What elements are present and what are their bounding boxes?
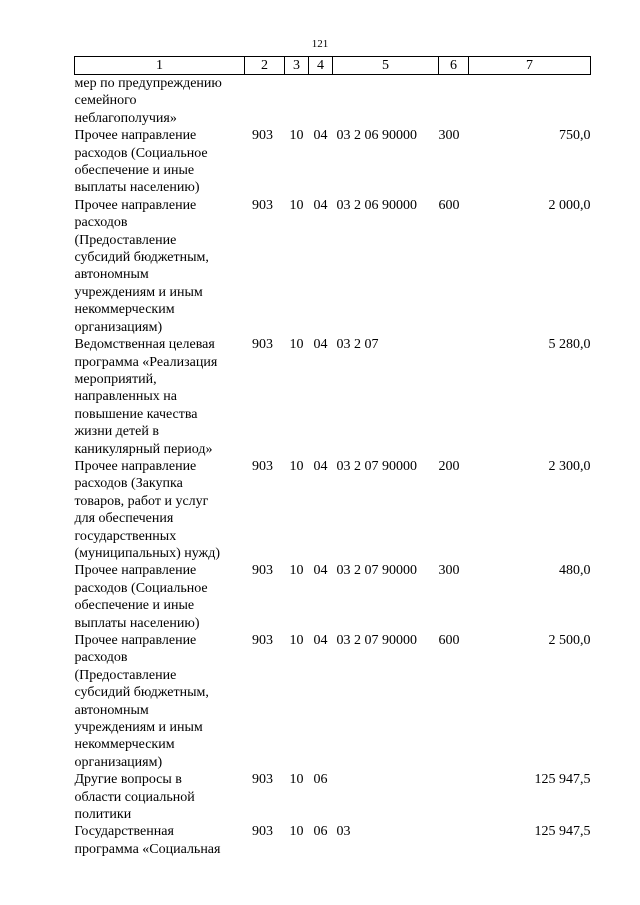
target-article-cell: 03 2 07 90000 (336, 563, 417, 579)
item-name-line: программа «Социальная (74, 841, 221, 857)
item-name-cell (75, 823, 245, 858)
expense-type-cell: 300 (438, 563, 460, 579)
target-article-cell: 03 2 06 90000 (336, 197, 417, 213)
section-cell: 10 (289, 337, 304, 353)
target-article-cell: 03 2 07 90000 (336, 633, 417, 648)
table-header-row (75, 57, 591, 75)
item-name-line: Прочее направление (74, 633, 197, 648)
item-name-cell (75, 127, 245, 197)
admin-code-cell: 903 (252, 128, 273, 144)
item-name-line: автономным (74, 702, 149, 718)
expense-type-cell (439, 75, 469, 128)
table-row (75, 632, 591, 771)
subsection-cell: 06 (313, 824, 328, 840)
item-name-line: Другие вопросы в (74, 772, 182, 788)
item-name-line: субсидий бюджетным, (74, 250, 209, 266)
expense-type-cell: 600 (438, 633, 460, 648)
item-name-line: повышение качества (74, 406, 198, 422)
table-row (75, 75, 591, 128)
item-name-line: для обеспечения (74, 511, 174, 527)
item-name-line: учреждениям и иным (74, 284, 203, 300)
sum-cell: 480,0 (559, 563, 591, 579)
section-cell: 10 (289, 772, 304, 788)
header-col-4: 4 (309, 57, 333, 75)
admin-code-cell: 903 (252, 772, 273, 788)
item-name-line: организациям) (74, 319, 163, 335)
item-name-line: Прочее направление (74, 197, 197, 213)
item-name-line: политики (74, 807, 132, 823)
item-name-line: Прочее направление (74, 563, 197, 579)
item-name-line: (муниципальных) нужд) (74, 545, 221, 561)
item-name-line: программа «Реализация (74, 354, 218, 370)
item-name-cell (75, 458, 245, 562)
item-name-line: расходов (Социальное (74, 580, 208, 596)
table-row (75, 823, 591, 858)
item-name-line: (Предоставление (74, 667, 177, 683)
item-name-line: каникулярный период» (74, 441, 213, 457)
item-name-line: Прочее направление (74, 128, 197, 144)
item-name-line: жизни детей в (74, 424, 159, 440)
sum-cell: 5 280,0 (548, 337, 591, 353)
sum-cell (469, 75, 591, 128)
expense-type-cell: 300 (438, 128, 460, 144)
admin-code-cell: 903 (252, 337, 273, 353)
table-row (75, 771, 591, 823)
sum-cell: 125 947,5 (534, 772, 591, 788)
item-name-line: мероприятий, (74, 371, 157, 387)
table-row (75, 127, 591, 197)
section-cell (285, 75, 309, 128)
item-name-line: государственных (74, 528, 177, 544)
item-name-line: автономным (74, 267, 149, 283)
sum-cell: 2 000,0 (548, 197, 591, 213)
table-row (75, 197, 591, 336)
admin-code-cell: 903 (252, 458, 273, 474)
section-cell: 10 (289, 824, 304, 840)
header-col-5: 5 (333, 57, 439, 75)
item-name-line: организациям) (74, 754, 163, 770)
item-name-cell (75, 771, 245, 823)
item-name-line: Государственная (74, 824, 174, 840)
table-body (75, 75, 591, 859)
item-name-line: Прочее направление (74, 458, 197, 474)
item-name-line: неблагополучия» (74, 110, 177, 126)
admin-code-cell: 903 (252, 197, 273, 213)
item-name-line: семейного (74, 93, 137, 109)
sum-cell: 750,0 (559, 128, 591, 144)
header-col-7: 7 (469, 57, 591, 75)
target-article-cell: 03 2 07 (336, 337, 379, 353)
item-name-cell (75, 197, 245, 336)
item-name-line: некоммерческим (74, 737, 175, 753)
item-name-cell (75, 75, 245, 128)
item-name-line: учреждениям и иным (74, 720, 203, 736)
item-name-line: мер по предупреждению (74, 76, 222, 91)
sum-cell: 125 947,5 (534, 824, 591, 840)
item-name-line: обеспечение и иные (74, 598, 195, 614)
header-col-1: 1 (75, 57, 245, 75)
admin-code-cell: 903 (252, 563, 273, 579)
table-row (75, 458, 591, 562)
admin-code-cell: 903 (252, 633, 273, 648)
item-name-line: (Предоставление (74, 232, 177, 248)
item-name-line: области социальной (74, 789, 195, 805)
target-article-cell: 03 2 06 90000 (336, 128, 417, 144)
header-col-2: 2 (245, 57, 285, 75)
budget-table (74, 56, 591, 858)
expense-type-cell: 200 (438, 458, 460, 474)
item-name-line: расходов (74, 215, 128, 231)
item-name-line: товаров, работ и услуг (74, 493, 209, 509)
header-col-6: 6 (439, 57, 469, 75)
expense-type-cell (439, 771, 469, 823)
table-row (75, 336, 591, 458)
item-name-line: расходов (Закупка (74, 476, 183, 492)
sum-cell: 2 300,0 (548, 458, 591, 474)
subsection-cell: 04 (313, 197, 328, 213)
item-name-cell (75, 632, 245, 771)
item-name-line: направленных на (74, 389, 177, 405)
sum-cell: 2 500,0 (548, 633, 591, 648)
subsection-cell: 04 (313, 458, 328, 474)
section-cell: 10 (289, 633, 304, 648)
table-row (75, 562, 591, 632)
subsection-cell: 06 (313, 772, 328, 788)
item-name-line: выплаты населению) (74, 615, 200, 631)
target-article-cell (333, 75, 439, 128)
item-name-line: некоммерческим (74, 302, 175, 318)
target-article-cell: 03 2 07 90000 (336, 458, 417, 474)
subsection-cell: 04 (313, 633, 328, 648)
subsection-cell: 04 (313, 337, 328, 353)
expense-type-cell (439, 823, 469, 858)
admin-code-cell (245, 75, 285, 128)
item-name-line: субсидий бюджетным, (74, 685, 209, 701)
subsection-cell (309, 75, 333, 128)
expense-type-cell (439, 336, 469, 458)
item-name-cell (75, 336, 245, 458)
item-name-line: расходов (74, 650, 128, 666)
target-article-cell (333, 771, 439, 823)
target-article-cell: 03 (336, 824, 351, 840)
subsection-cell: 04 (313, 128, 328, 144)
section-cell: 10 (289, 563, 304, 579)
section-cell: 10 (289, 197, 304, 213)
page-number: 121 (311, 38, 329, 50)
item-name-line: выплаты населению) (74, 180, 200, 196)
section-cell: 10 (289, 458, 304, 474)
item-name-line: обеспечение и иные (74, 163, 195, 179)
subsection-cell: 04 (313, 563, 328, 579)
admin-code-cell: 903 (252, 824, 273, 840)
item-name-line: расходов (Социальное (74, 145, 208, 161)
expense-type-cell: 600 (438, 197, 460, 213)
item-name-line: Ведомственная целевая (74, 337, 215, 353)
section-cell: 10 (289, 128, 304, 144)
item-name-cell (75, 562, 245, 632)
header-col-3: 3 (285, 57, 309, 75)
